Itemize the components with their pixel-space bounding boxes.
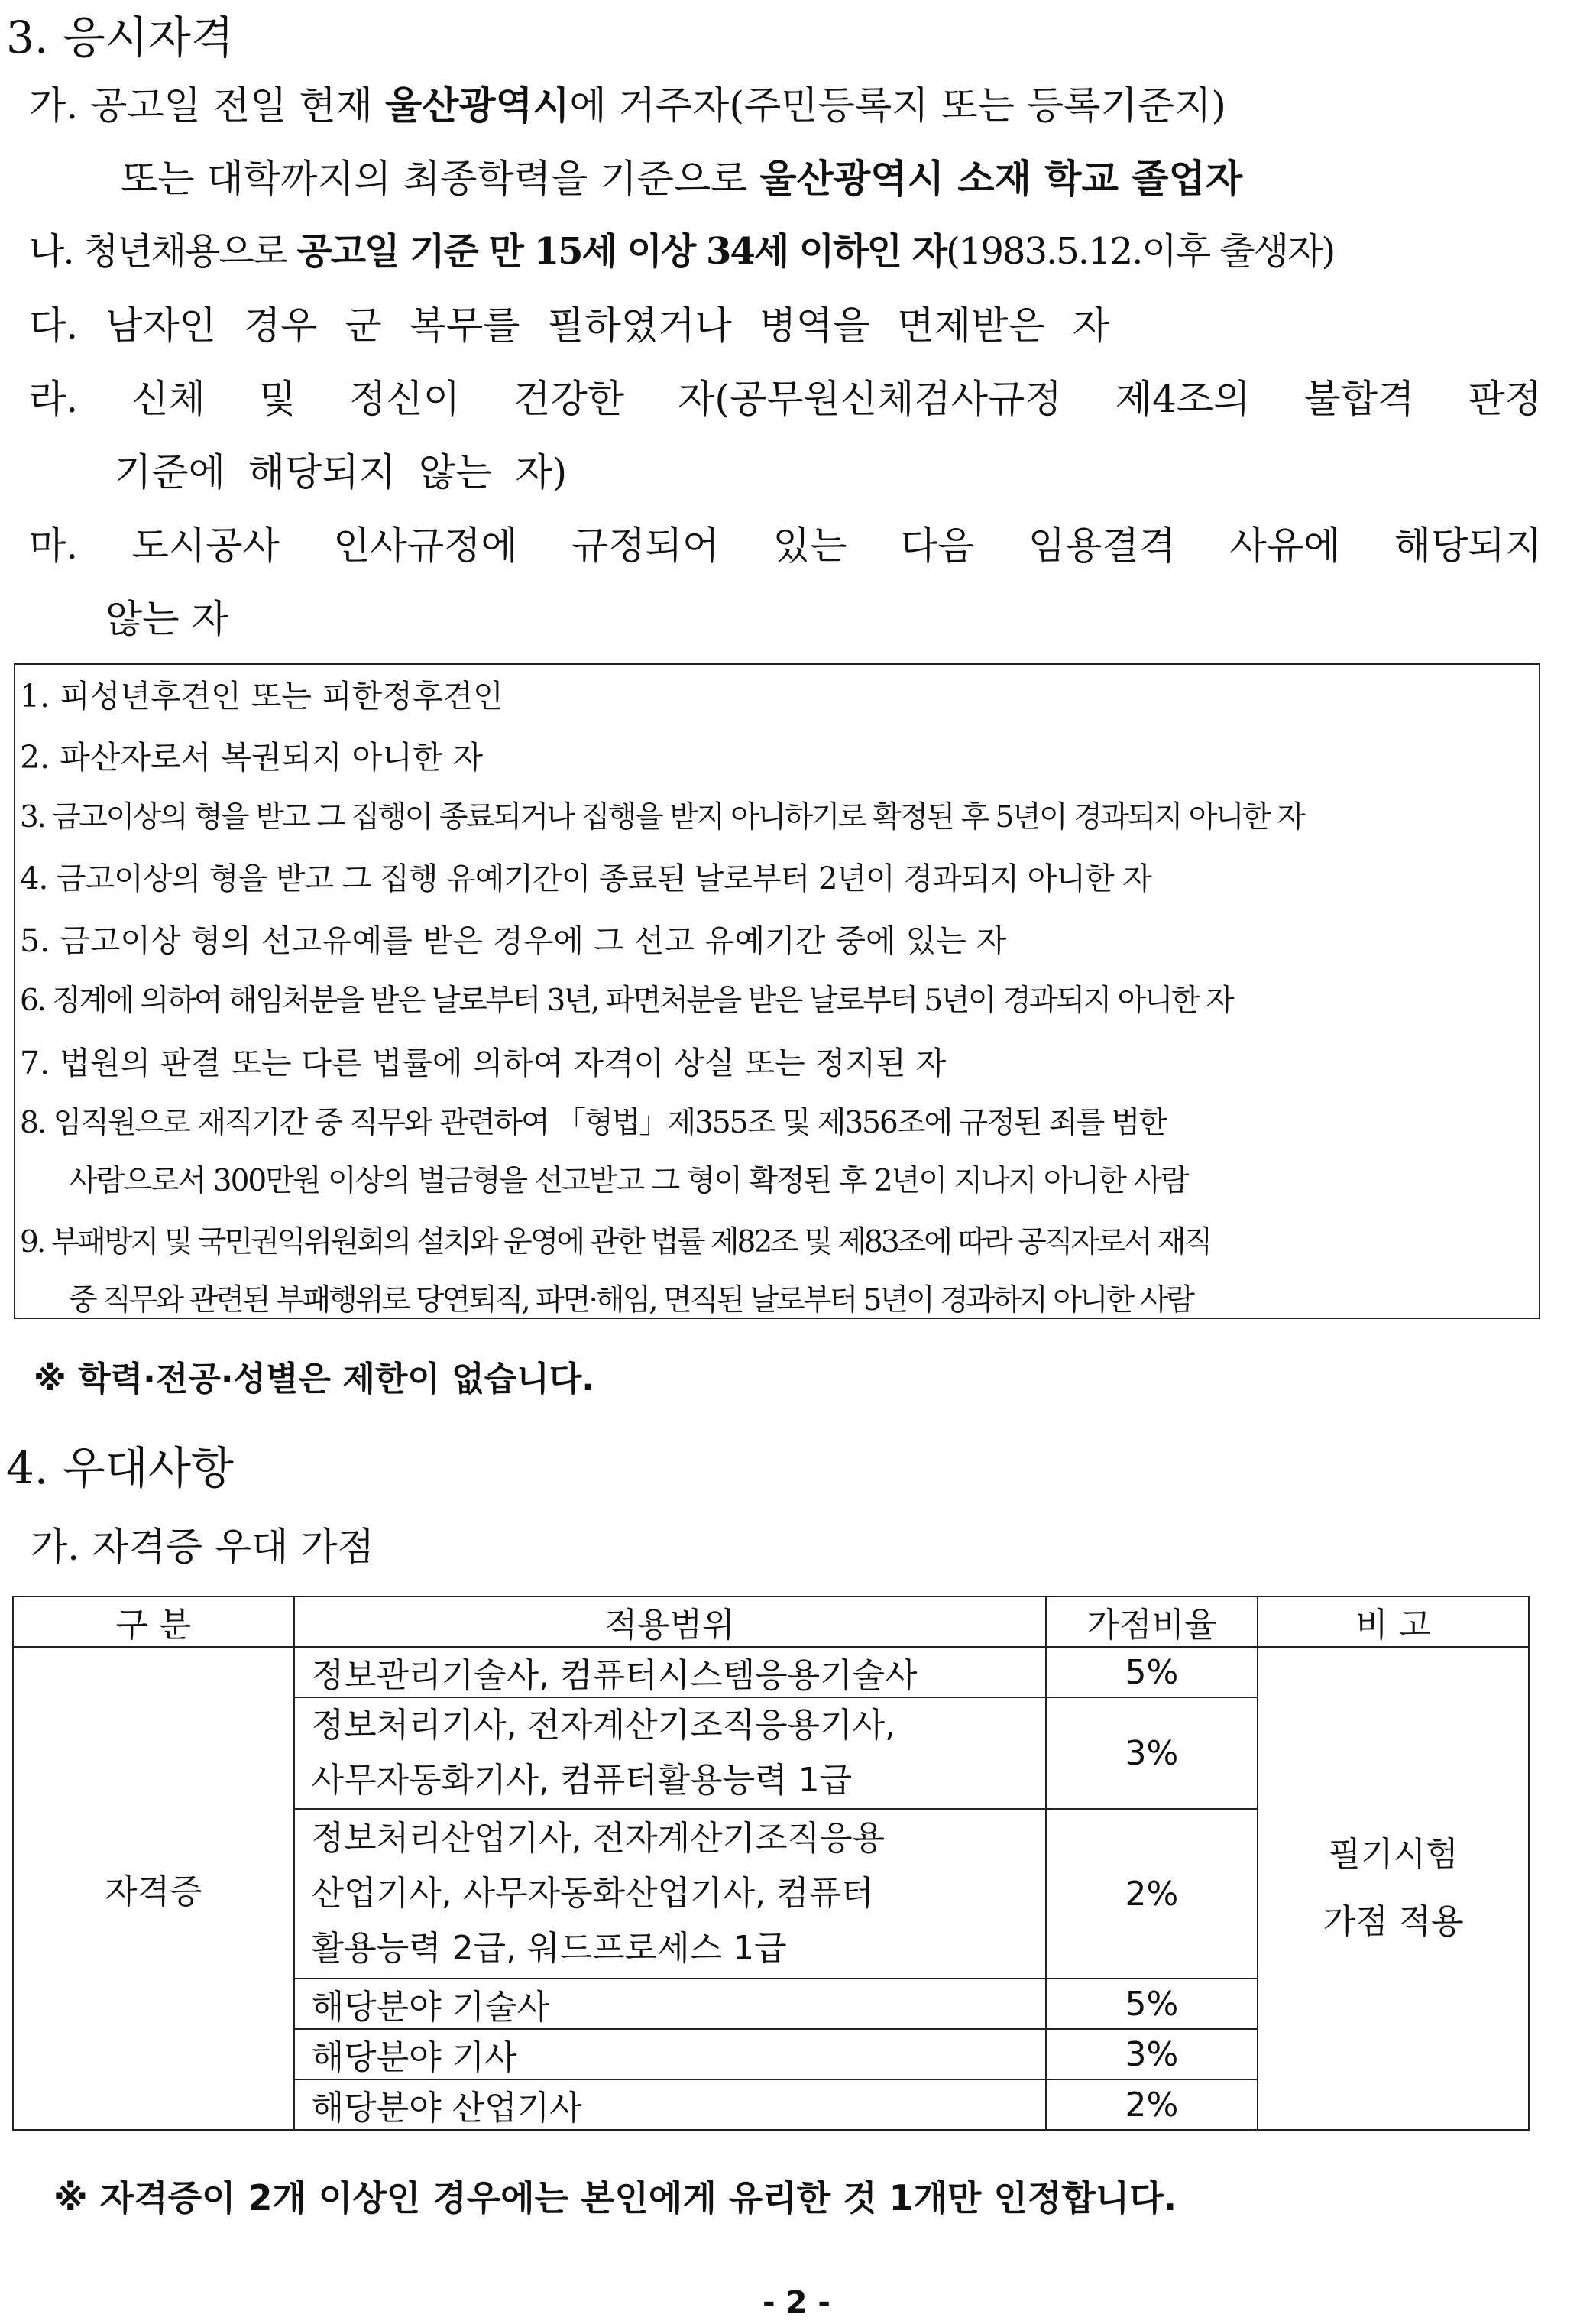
item-ra-line1: 라. 신체 및 정신이 건강한 자(공무원신체검사규정 제4조의 불합격 판정 xyxy=(29,377,1542,421)
disq-item-3: 3. 금고이상의 형을 받고 그 집행이 종료되거나 집행을 받지 아니하기로 확정된 후 5년이 경과되지 아니한 자 xyxy=(20,800,1304,835)
scope-cell xyxy=(294,2029,1046,2079)
section-3-title: 3. 응시자격 xyxy=(6,11,234,63)
table-row xyxy=(13,1647,1529,1697)
rate-cell: 2% xyxy=(1046,2079,1258,2130)
disqualification-box xyxy=(14,663,1540,1319)
rate-cell: 3% xyxy=(1046,2029,1258,2079)
remark-line-2: 가점 적용 xyxy=(1323,1902,1464,1941)
scope-line: 사무자동화기사, 컴퓨터활용능력 1급 xyxy=(311,1761,853,1800)
scope-cell xyxy=(294,1979,1046,2029)
item-ga-line2-bold: 울산광역시 소재 학교 졸업자 xyxy=(759,156,1243,201)
item-ga-prefix: 가. 공고일 전일 현재 xyxy=(29,83,385,128)
section-4-note: ※ 자격증이 2개 이상인 경우에는 본인에게 유리한 것 1개만 인정합니다. xyxy=(53,2177,1177,2219)
item-ga-line1-text xyxy=(29,75,1226,130)
scope-line: 정보관리기술사, 컴퓨터시스템응용기술사 xyxy=(311,1656,918,1695)
header-remark: 비 고 xyxy=(1258,1596,1529,1647)
item-na xyxy=(29,222,1334,274)
item-na-suffix: (1983.5.12.이후 출생자) xyxy=(946,230,1335,273)
header-rate: 가점비율 xyxy=(1046,1596,1258,1647)
scope-line: 해당분야 산업기사 xyxy=(311,2089,582,2128)
scope-line: 해당분야 기술사 xyxy=(311,1988,550,2027)
disq-item-2: 2. 파산자로서 복권되지 아니한 자 xyxy=(20,739,484,776)
page-number: - 2 - xyxy=(763,2285,830,2320)
disq-item-8-line2: 사람으로서 300만원 이상의 벌금형을 선고받고 그 형이 확정된 후 2년이 지나지 아니한 사람 xyxy=(69,1164,1188,1198)
rate-cell: 5% xyxy=(1046,1979,1258,2029)
scope-cell xyxy=(294,2079,1046,2130)
certificate-bonus-table xyxy=(12,1596,1530,2131)
item-na-bold: 공고일 기준 만 15세 이상 34세 이하인 자 xyxy=(296,230,947,273)
item-ma-line1: 마. 도시공사 인사규정에 규정되어 있는 다음 임용결격 사유에 해당되지 xyxy=(29,523,1542,568)
disq-item-1: 1. 피성년후견인 또는 피한정후견인 xyxy=(20,678,503,715)
disq-item-8-line1: 8. 임직원으로 재직기간 중 직무와 관련하여 「형법」제355조 및 제356조에 규정된 죄를 범한 xyxy=(20,1106,1167,1140)
header-scope: 적용범위 xyxy=(294,1596,1046,1647)
item-ga-line1 xyxy=(29,75,1542,130)
section-4-title: 4. 우대사항 xyxy=(6,1442,234,1494)
scope-cell xyxy=(294,1647,1046,1697)
disq-item-9-line1: 9. 부패방지 및 국민권익위원회의 설치와 운영에 관한 법률 제82조 및 제83조에 따라 공직자로서 재직 xyxy=(20,1225,1211,1259)
item-ra-line2: 기준에 해당되지 않는 자) xyxy=(115,450,568,494)
disq-item-4: 4. 금고이상의 형을 받고 그 집행 유예기간이 종료된 날로부터 2년이 경과되지 아니한 자 xyxy=(20,861,1151,896)
disq-item-5: 5. 금고이상 형의 선고유예를 받은 경우에 그 선고 유예기간 중에 있는 자 xyxy=(20,922,1007,959)
item-da: 다. 남자인 경우 군 복무를 필하였거나 병역을 면제받은 자 xyxy=(29,303,1109,348)
scope-line: 활용능력 2급, 워드프로세스 1급 xyxy=(311,1929,787,1968)
rate-cell: 2% xyxy=(1046,1809,1258,1979)
rate-cell: 3% xyxy=(1046,1697,1258,1809)
remark-line-1: 필기시험 xyxy=(1328,1835,1459,1874)
item-ga-line2-prefix: 또는 대학까지의 최종학력을 기준으로 xyxy=(121,157,760,201)
item-ga-suffix: 에 거주자(주민등록지 또는 등록기준지) xyxy=(569,83,1226,128)
disq-item-7: 7. 법원의 판결 또는 다른 법률에 의하여 자격이 상실 또는 정지된 자 xyxy=(20,1045,947,1081)
scope-line: 산업기사, 사무자동화산업기사, 컴퓨터 xyxy=(311,1874,874,1913)
item-ma-line2: 않는 자 xyxy=(105,597,228,641)
scope-line: 정보처리산업기사, 전자계산기조직응용 xyxy=(311,1819,886,1858)
remark-cell xyxy=(1258,1647,1529,2130)
scope-line: 정보처리기사, 전자계산기조직응용기사, xyxy=(311,1706,896,1745)
scope-cell xyxy=(294,1697,1046,1809)
disq-item-6: 6. 징계에 의하여 해임처분을 받은 날로부터 3년, 파면처분을 받은 날로부터 5년이 경과되지 아니한 자 xyxy=(20,984,1233,1018)
item-ga-line2 xyxy=(121,148,1242,203)
rate-cell: 5% xyxy=(1046,1647,1258,1697)
section-4-subtitle: 가. 자격증 우대 가점 xyxy=(31,1525,374,1569)
item-na-prefix: 나. 청년채용으로 xyxy=(29,230,297,273)
header-category: 구 분 xyxy=(13,1596,294,1647)
table-header-row xyxy=(13,1596,1529,1647)
scope-cell xyxy=(294,1809,1046,1979)
section-3-note: ※ 학력·전공·성별은 제한이 없습니다. xyxy=(34,1360,594,1399)
category-cell: 자격증 xyxy=(13,1647,294,2130)
item-ga-bold-region: 울산광역시 xyxy=(384,83,570,128)
scope-line: 해당분야 기사 xyxy=(311,2038,517,2077)
disq-item-9-line2: 중 직무와 관련된 부패행위로 당연퇴직, 파면·해임, 면직된 날로부터 5년이 경과하지 아니한 사람 xyxy=(69,1283,1193,1318)
